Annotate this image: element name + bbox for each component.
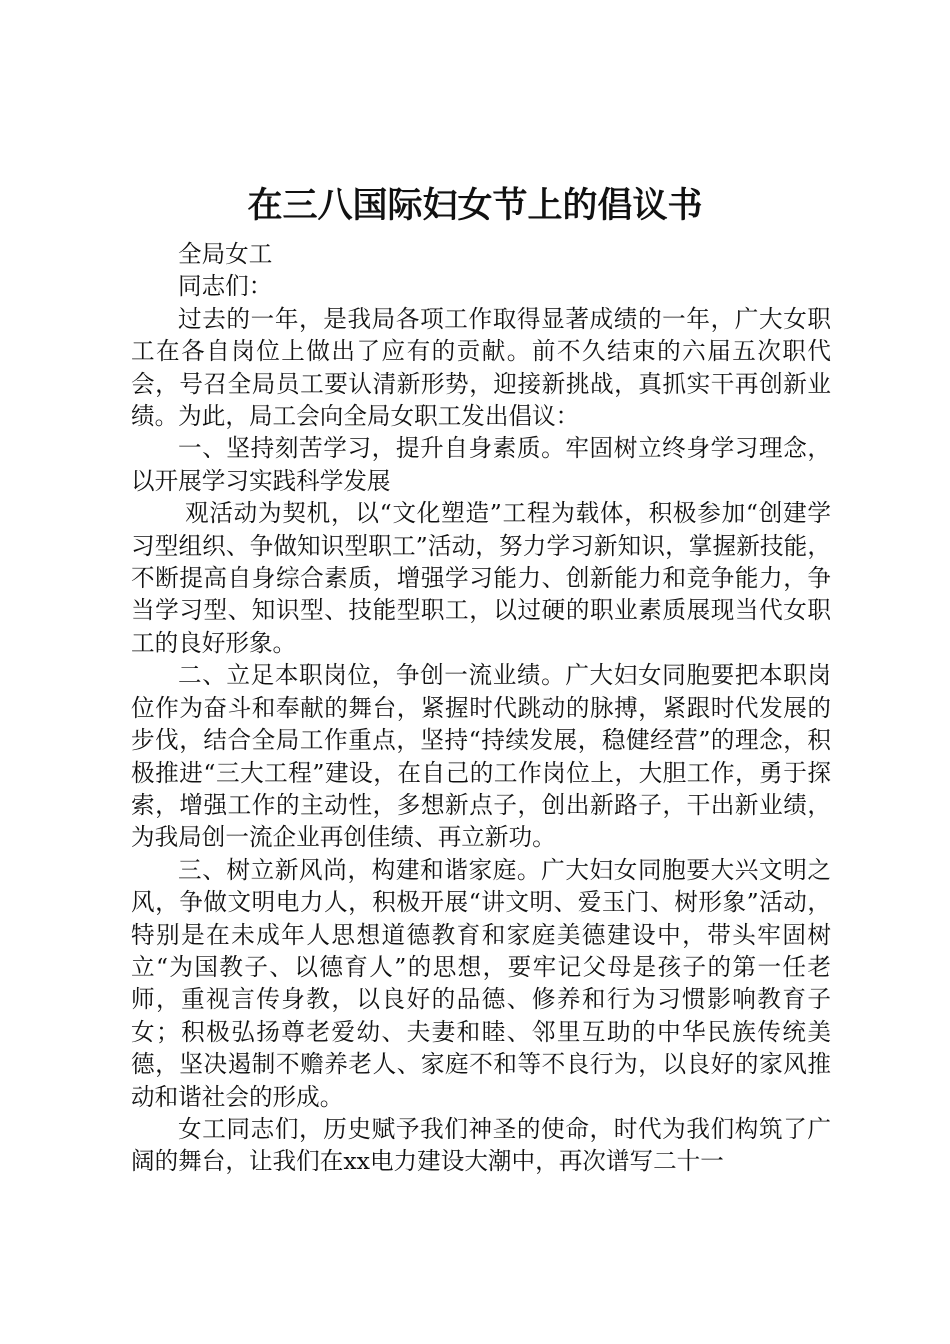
document-title: 在三八国际妇女节上的倡议书 (247, 186, 703, 226)
paragraph-closing: 女工同志们，历史赋予我们神圣的使命，时代为我们构筑了广阔的舞台，让我们在xx电力建设大潮中，再次谱写二十一 (131, 1114, 831, 1176)
paragraph-point-1-continued: 观活动为契机，以“文化塑造”工程为载体，积极参加“创建学习型组织、争做知识型职工”活动，努力学习新知识，掌握新技能，不断提高自身综合素质，增强学习能力、创新能力和竞争能力，争当学习型、知识型、技能型职工，以过硬的职业素质展现当代女职工的良好形象。 (131, 499, 831, 657)
paragraph-point-3: 三、树立新风尚，构建和谐家庭。广大妇女同胞要大兴文明之风，争做文明电力人，积极开展“讲文明、爱玉门、树形象”活动，特别是在未成年人思想道德教育和家庭美德建设中，带头牢固树立“为国教子、以德育人”的思想，要牢记父母是孩子的第一任老师，重视言传身教，以良好的品德、修养和行为习惯影响教育子女；积极弘扬尊老爱幼、夫妻和睦、邻里互助的中华民族传统美德，坚决遏制不赡养老人、家庭不和等不良行为，以良好的家风推动和谐社会的形成。 (131, 855, 831, 1111)
paragraph-intro: 过去的一年，是我局各项工作取得显著成绩的一年，广大女职工在各自岗位上做出了应有的贡献。前不久结束的六届五次职代会，号召全局员工要认清新形势，迎接新挑战，真抓实干再创新业绩。为此，局工会向全局女职工发出倡议： (131, 304, 831, 431)
paragraph-point-1: 一、坚持刻苦学习，提升自身素质。牢固树立终身学习理念，以开展学习实践科学发展 (131, 434, 831, 495)
salutation-line-2: 同志们： (178, 272, 273, 301)
salutation-line-1: 全局女工 (178, 240, 273, 268)
paragraph-point-2: 二、立足本职岗位，争创一流业绩。广大妇女同胞要把本职岗位作为奋斗和奉献的舞台，紧握时代跳动的脉搏，紧跟时代发展的步伐，结合全局工作重点，坚持“持续发展，稳健经营”的理念，积极推进“三大工程”建设，在自己的工作岗位上，大胆工作，勇于探索，增强工作的主动性，多想新点子，创出新路子，干出新业绩，为我局创一流企业再创佳绩、再立新功。 (131, 661, 831, 852)
document-body (131, 238, 831, 1178)
